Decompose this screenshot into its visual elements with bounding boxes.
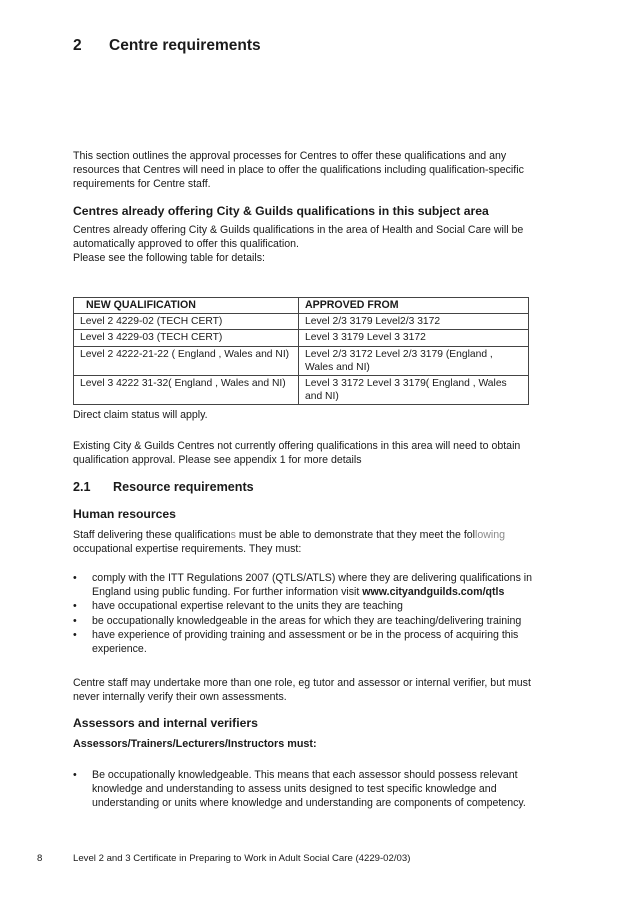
list-item-text: have occupational expertise relevant to the units they are teaching — [92, 600, 403, 613]
intro-text: occupational expertise requirements. They must: — [73, 543, 302, 556]
table-cell: Level 2 4229-02 (TECH CERT) — [74, 314, 299, 330]
table-header-row — [74, 298, 529, 314]
bullet-icon: • — [73, 572, 77, 584]
table-cell: Level 2/3 3172 Level 2/3 3179 (England , Wales and NI) — [299, 346, 529, 375]
requirements-list — [73, 571, 563, 656]
qtls-link[interactable]: www.cityandguilds.com/qtls — [362, 586, 505, 599]
table-cell: Level 3 4222 31-32( England , Wales and NI) — [74, 376, 299, 405]
section-title: Resource requirements — [113, 480, 254, 494]
table-cell: Level 3 3172 Level 3 3179( England , Wales and NI) — [299, 376, 529, 405]
bullet-icon: • — [73, 600, 77, 613]
assessors-subheading: Assessors/Trainers/Lecturers/Instructors must: — [73, 738, 317, 750]
offering-heading: Centres already offering City & Guilds qualifications in this subject area — [73, 204, 489, 218]
table-row — [74, 330, 529, 346]
list-item-text: comply with the ITT Regulations 2007 (QTLS/ATLS) where they are delivering qualifications in England using public funding. For further information visit — [92, 572, 533, 599]
assessors-heading: Assessors and internal verifiers — [73, 716, 258, 730]
human-resources-heading: Human resources — [73, 507, 176, 521]
footer-page-number: 8 — [37, 853, 43, 864]
qualification-table — [73, 297, 529, 405]
table-cell: Level 3 4229-03 (TECH CERT) — [74, 330, 299, 346]
human-resources-intro — [73, 528, 553, 556]
column-header-approved-from: APPROVED FROM — [299, 298, 529, 314]
table-cell: Level 2 4222-21-22 ( England , Wales and NI) — [74, 346, 299, 375]
footer-title: Level 2 and 3 Certificate in Preparing to Work in Adult Social Care (4229-02/03) — [73, 853, 411, 864]
intro-text: lowing — [475, 529, 506, 541]
intro-paragraph: This section outlines the approval processes for Centres to offer these qualifications and any resources that Centres will need in place to offer the qualifications including qualification-specific requirements for Centre staff. — [73, 150, 524, 191]
intro-text: s — [230, 529, 236, 541]
table-row — [74, 376, 529, 405]
list-item — [73, 628, 563, 656]
bullet-icon: • — [73, 628, 77, 641]
offering-body-line2: Please see the following table for details: — [73, 252, 265, 265]
list-item-text: Be occupationally knowledgeable. This means that each assessor should possess relevant knowledge and understanding to assess units designed to test specific knowledge and understanding or units where knowledge and understanding are components of competency. — [92, 769, 526, 810]
bullet-icon: • — [73, 769, 77, 781]
roles-paragraph: Centre staff may undertake more than one role, eg tutor and assessor or internal verifier, but must never internally verify their own assessments. — [73, 677, 531, 704]
intro-text: must be able to demonstrate that they meet the fol — [235, 529, 476, 541]
list-item — [73, 571, 563, 599]
list-item-text: have experience of providing training and assessment or be in the process of acquiring this experience. — [92, 628, 519, 656]
direct-claim-text: Direct claim status will apply. — [73, 409, 208, 421]
table-cell: Level 2/3 3179 Level2/3 3172 — [299, 314, 529, 330]
list-item — [73, 599, 563, 613]
table-cell: Level 3 3179 Level 3 3172 — [299, 330, 529, 346]
table-row — [74, 314, 529, 330]
assessor-requirements-list — [73, 768, 563, 811]
section-number: 2.1 — [73, 480, 91, 494]
bullet-icon: • — [73, 614, 77, 627]
list-item-text: be occupationally knowledgeable in the areas for which they are teaching/delivering training — [92, 614, 522, 627]
chapter-title: Centre requirements — [109, 37, 261, 54]
list-item — [73, 768, 563, 811]
chapter-number: 2 — [73, 37, 82, 54]
column-header-new-qualification: NEW QUALIFICATION — [74, 298, 299, 314]
list-item — [73, 614, 563, 628]
offering-body-line1: Centres already offering City & Guilds qualifications in the area of Health and Social Care will be automatically approved to offer this qualification. — [73, 224, 524, 251]
intro-text: Staff delivering these qualification — [73, 529, 231, 541]
offering-body — [73, 223, 553, 266]
existing-centres-text: Existing City & Guilds Centres not currently offering qualifications in this area will need to obtain qualification approval. Please see appendix 1 for more details — [73, 440, 521, 467]
table-row — [74, 346, 529, 375]
